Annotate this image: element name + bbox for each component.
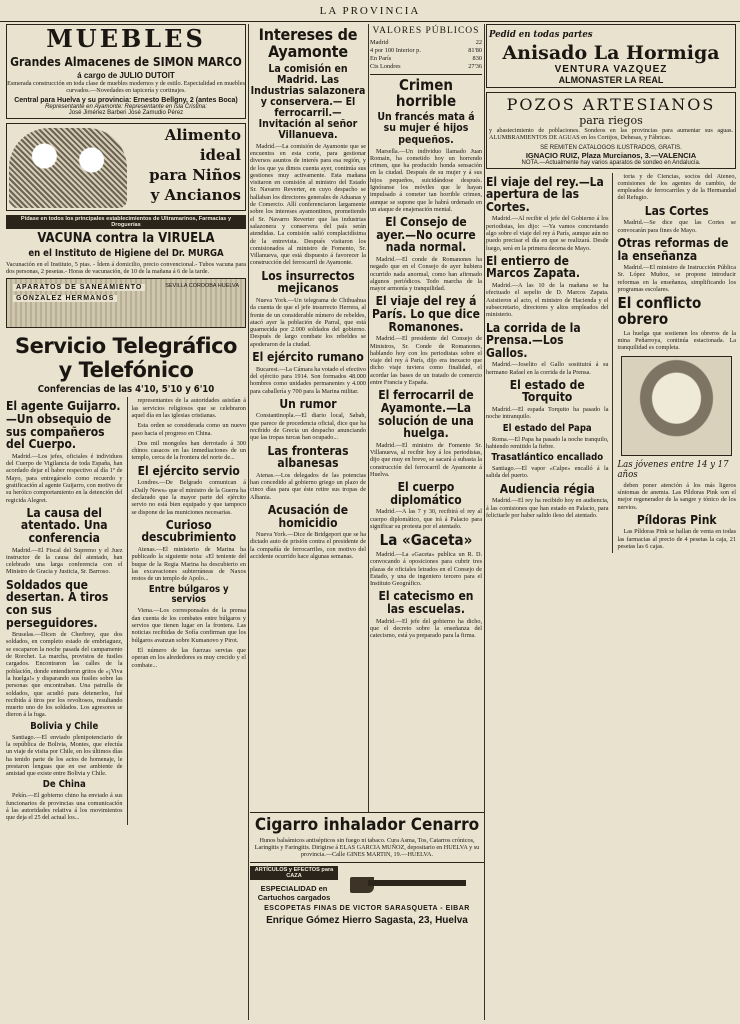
pozos-catalog: SE REMITEN CATALOGOS ILUSTRADOS, GRATIS.: [540, 144, 682, 151]
col4-left: [486, 173, 608, 554]
viaje-heading: El viaje del rey.—La apertura de las Cortes.: [486, 174, 604, 214]
rumano-heading: El ejército rumano: [252, 350, 364, 365]
saneamiento-cities: SEVILLA CORDOBA HUELVA: [165, 283, 239, 290]
anisado-main: Anisado La Hormiga: [502, 41, 720, 64]
conferencias-line: Conferencias de las 4'10, 5'10 y 6'10: [37, 384, 215, 396]
col4-subcolumns: [486, 173, 736, 554]
trasatlantico-body: Santiago.—El vapor «Calpe» encalló á la salida del puerto.: [486, 465, 609, 480]
cortes-body: Madrid.—Se dice que las Cortes se convocarán para fines de Mayo.: [617, 219, 736, 234]
valores-heading: VALORES PÚBLICOS: [372, 26, 480, 36]
guijarro-body: Madrid.—Los jefes, oficiales é individuos del Cuerpo de Vigilancia de toda España, han acordado dejar el haber respectivo al día 1º de Mayo, para entregárselo como recuerdo y gratificación al agente Guijarro, con motivo de su heróico comportamiento en la detención del regicida Alegret.: [6, 452, 123, 504]
right-col-text: toria y de Ciencias, socios del Ateneo, comisiones de los agentes de cambio, de empleados de ferrocarriles y de la Hermandad del Refugio.: [617, 172, 736, 202]
corrida-body: Madrid.—Joselito el Gallo sostituirá á su hermano Rafael en la corrida de la Prensa.: [486, 361, 609, 376]
rep-names: José Jiménez Barberi José Zamudio Pérez: [68, 110, 184, 117]
valores-value: 22: [475, 38, 482, 46]
entierro-body: Madrid.—A las 10 de la mañana se ha efectuado el sepelio de D. Marcos Zapata. Asistieron al acto, el ministro de Hacienda y el subsecretario, directores y altos empleados del ministerio.: [486, 282, 609, 319]
mejicanos-heading: Los insurrectos mejicanos: [261, 268, 355, 296]
homicidio-body: Nueva York.—Dice de Bridgeport que se ha dictado auto de prisión contra el presidente de la compañía de ferrocarriles, con motivo del accidente ocurrido hace algunas semanas.: [250, 531, 366, 561]
saneamiento-ad: [6, 278, 246, 328]
pozos-ad: [486, 92, 736, 169]
otras-heading: Otras reformas de la enseñanza: [617, 235, 729, 263]
bulgaros-heading: Entre búlgaros y servios: [148, 584, 229, 606]
consejo-heading: El Consejo de ayer.—No ocurre nada normal.: [376, 215, 476, 255]
enrique-line: Enrique Gómez Hierro Sagasta, 23, Huelva: [266, 914, 468, 926]
jovenes-heading: Las jóvenes entre 14 y 17 años: [617, 458, 729, 480]
crimen-subheading: Un francés mata á su mujer é hijos pequeños.: [377, 111, 475, 146]
rep-cont2: Esta orden se considerada como un nuevo paso hacia el progreso en China.: [131, 422, 246, 437]
pildoras-heading: Píldoras Pink: [636, 512, 717, 527]
alimento-word-3: para Niños: [149, 166, 241, 185]
diplomatico-body: Madrid.—A las 7 y 30, recibirá el rey al cuerpo diplomático, que irá á Palacio para significar su protesta por el atentado.: [370, 508, 482, 530]
alimento-ad: [6, 123, 246, 211]
albanesas-body: Atenas.—Los delegados de las potencias han concedido al gobierno griego un plazo de cinco días para que éste retire sus tropas de Albania.: [250, 471, 366, 501]
cigarro-heading: Cigarro inhalador Cenarro: [254, 815, 480, 835]
paris-heading: El viaje del rey á París. Lo que dice Romanones.: [372, 294, 480, 334]
ayamonte-body: Madrid.—La comisión de Ayamonte que se encuentra en esta corte, para gestionar diversos asuntos de interés para esa región, y de los que ya dimos cuenta ayer, continúa sus gestiones muy activamente. Esta mañana visitaron en comisión al ministro del Estado Sr. Navarro Reverter, en cuyo despacho se hallaban los directores generales de Aduanas y de Comercio. Allí conferenciaron largamente sobre los intereses ayamontinos, prometiendo el Sr. Navarro Reverter que las industrias salazonera y conservera del país serán atendidas. La comisión salió complacidísima de la entrevista. Después visitaron los comisionados al ministro de Fomento, Sr. Villanueva, que está dispuesto á favorecer la construcción del ferrocarril de Ayamonte.: [250, 142, 366, 267]
ayamonte-heading: Intereses de Ayamonte: [258, 25, 358, 61]
gaceta-heading: La «Gaceta»: [379, 531, 473, 550]
valores-label: Cts Londres: [370, 62, 401, 70]
column-rule: [484, 24, 485, 1020]
rumor-heading: Un rumor: [279, 396, 337, 411]
column-rule: [248, 24, 249, 1020]
dutoit-line: á cargo de JULIO DUTOIT: [77, 70, 175, 80]
catecismo-body: Madrid.—El jefe del gobierno ha dicho, que el decreto sobre la enseñanza del catecismo, está ya preparado para la firma.: [370, 617, 482, 640]
ferrocarril-body: Madrid.—El ministro de Fomento Sr. Villanueva, al recibir hoy á los periodistas, dijo que muy en breve, se sacará á subasta la construcción del ferrocarril de Ayamonte á Huelva.: [370, 441, 482, 478]
audiencia-body: Madrid.—El rey ha recibido hoy en audiencia, á las comisiones que han estado en Palacio, para felicitarle por haber salido ileso del atentado.: [486, 497, 609, 519]
column-4: [486, 24, 736, 1020]
sub-rule: [127, 397, 128, 824]
simon-marco-heading: Grandes Almacenes de SIMON MARCO: [10, 55, 242, 69]
rumano-body: Bucarest.—La Cámara ha votado el efectivo del ejército para 1914. Son formados 48.000 hombres como unidades permanentes y 4.000 para caballería y 700 para la Marina militar.: [250, 365, 366, 395]
rumor-body: Constantinopla.—El diario local, Sabah, que parece de procedencia oficial, dice que ha recibido de Grecia un despacho anunciando que las tropas turcas han ocupado...: [250, 412, 366, 442]
pozos-subheading: para riegos: [579, 113, 643, 127]
sub-rule: [612, 173, 613, 554]
ventura-line: VENTURA VAZQUEZ: [554, 63, 668, 75]
valores-label: 4 por 100 Interior p.: [370, 46, 421, 54]
rifle-barrel: [368, 880, 466, 886]
soldados-heading: Soldados que desertan. A tiros con sus perseguidores.: [6, 577, 109, 630]
armas-label: ARTÍCULOS y EFECTOS para CAZA: [250, 866, 338, 880]
bottom-ads: [250, 812, 484, 1020]
armas-ad: [250, 866, 484, 902]
armas-left: [250, 866, 338, 902]
cigarro-body: Hunos balsámicos antisépticos sin fuego ni tabaco. Cura Asma, Tos, Catarros crónicos, Laringitis y Faringitis. Dirigirse á ELAS GARCIA MUÑOZ, depositario en HUELVA y su provincia.—Calle GINES MARTIN, 19.—HUELVA.: [254, 836, 480, 859]
vacuna-subtitle: en el Instituto de Higiene del Dr. MURGA: [28, 247, 224, 259]
pozos-contact: IGNACIO RUIZ, Plaza Murcianos, 3.—VALENCIA: [525, 150, 697, 160]
valores-row: [370, 63, 482, 71]
atentado-heading: La causa del atentado. Una conferencia: [20, 505, 108, 545]
valores-value: 81'80: [468, 46, 482, 54]
valores-row: [370, 55, 482, 63]
crimen-body: Marsella.—Un individuo llamado Juan Romain, ha cometido hoy un horrendo crimen, que ha producido honda sensación en la ciudad. Después de su mujer y á sus hijos pequeños, suicidándose después. Ignóranse los móviles que le hayan impulsado á cometer tan horrible crimen, aunque se supone que le habrá ordenado en un ataque de enajenación mental.: [370, 147, 482, 213]
almonaster-line: ALMONASTER LA REAL: [558, 74, 664, 85]
especialidad-line: ESPECIALIDAD en Cartuchos cargados: [257, 883, 331, 902]
rep-cont3: Dos mil mongoles han derrotado á 300 chinos casacos en las inmediaciones de un templo, cerca de la frontera del norte de...: [131, 439, 246, 462]
jovenes-body: deben poner atención á los más ligeros síntomas de anemia. Las Píldoras Pink son el mejor regenerador de la sangre y tónico de los nervios.: [617, 481, 736, 511]
col1-right: [131, 397, 246, 824]
portrait-illustration: [621, 356, 732, 456]
papa-heading: El estado del Papa: [502, 422, 592, 434]
valores-table: [370, 39, 482, 71]
diplomatico-heading: El cuerpo diplomático: [390, 480, 462, 507]
papa-body: Roma.—El Papa ha pasado la noche tranquilo, habiendo remitido la fiebre.: [486, 435, 609, 450]
trasatlantico-heading: Trasatlántico encallado: [491, 452, 604, 464]
rep-cont: representantes de la autoridades asistían á las servicios religiosos que se celebraron aquel día en las iglesias cristianas.: [131, 397, 246, 419]
cortes-heading: Las Cortes: [644, 203, 709, 218]
mejicanos-body: Nueva York.—Un telegrama de Chihuahua da cuenta de que el jefe insurrecto Herrera, al frente de un considerable número de rebeldes, atacó ayer la población de Parral, que está guarnecida por 2.000 soldados del gobierno. Después de largo combate los rebeldes se apoderaron de la ciudad.: [250, 296, 366, 348]
rep-isla: Representante en Isla Cristina:: [124, 104, 207, 111]
anisado-ad: [486, 24, 736, 88]
curioso-heading: Curioso descubrimiento: [141, 517, 237, 545]
valores-row: [370, 39, 482, 47]
ejercito-body: Londres.—De Belgrado comunican á «Daily News» que el ministro de la Guerra ha declarado que la mayor parte del ejército servio no está bien equipado y que tampoco se dispone de las municiones necesarias.: [131, 479, 246, 516]
servicio-telegrafico-title: Servicio Telegráfico y Telefónico: [15, 334, 237, 383]
corrida-heading: La corrida de la Prensa.—Los Gallos.: [486, 320, 581, 360]
crimen-heading: Crimen horrible: [395, 75, 457, 110]
vacuna-title: VACUNA contra la VIRUELA: [37, 231, 215, 247]
col4-right: [617, 173, 736, 554]
escopetas-line: ESCOPETAS FINAS DE VICTOR SARASQUETA - EIBAR: [264, 904, 470, 912]
entierro-heading: El entierro de Marcos Zapata.: [486, 253, 581, 281]
saneamiento-company: GONZALEZ HERMANOS: [13, 295, 117, 302]
otras-body: Madrid.—El ministro de Instrucción Pública Sr. López Muñoz, se propone introducir reformas en la enseñanza, simplificando los programas escolares.: [617, 264, 736, 294]
paris-body: Madrid.—El presidente del Consejo de Ministros, Sr. Conde de Romanones, hablando hoy con los periodistas sobre el viaje del rey á París, dijo era inexacto que dicho viaje tuviera como finalidad, el acordar las bases de un tratado de comercio entre Francia y España.: [370, 335, 482, 387]
column-1: [6, 24, 246, 1020]
alimento-footer: Pídase en todos los principales establecimientos de Ultramarinos, Farmacias y Droguerías: [6, 215, 246, 229]
ayamonte-subheading: La comisión en Madrid. Las Industrias salazonera y conservera.— El ferrocarril.— Invitación al señor Villanueva.: [250, 62, 366, 141]
col1-subcolumns: [6, 397, 246, 824]
china-heading: De China: [42, 779, 86, 791]
muebles-ad: [6, 24, 246, 119]
children-illustration: [9, 128, 127, 208]
alimento-word-1: Alimento: [164, 126, 241, 145]
pildoras-body: Las Píldoras Pink se hallan de venta en todas las farmacias al precio de 4 pesetas la caja, 21 pesetas las 6 cajas.: [617, 528, 736, 551]
construccion-text: Esmerada construcción en toda clase de muebles modernos y de estilo. Especialidad en muebles curvados.—Novedades en tapicería y cortinajes.: [7, 79, 245, 94]
muebles-banner: MUEBLES: [46, 24, 206, 53]
saneamiento-label: APARATOS DE SANEAMIENTO: [13, 284, 145, 291]
rep-ayamonte: Representante en Ayamonte:: [45, 104, 123, 111]
col1-left: [6, 397, 123, 824]
soldados-body: Bruselas.—Dicen de Cherbrey, que dos soldados, en completo estado de embriaguez, se escaparon la noche pasada del campamento de Rorchet. La marcha, provistos de fusiles cargados. Encontraron las calles de la población, donde entendieron gritos de «¡Viva la huelga!» y disparando sus fusiles sobre las personas que encontraban. Una patrulla de soldados, que acudió para detenerlos, fué recibida á tiros por los revoltosos, resultando muerto uno de los soldados. Los agresores se dieron á la fuga.: [6, 631, 123, 719]
valores-value: 830: [472, 54, 482, 62]
torquito-heading: El estado de Torquito: [509, 377, 585, 405]
curioso-body: Atenas.—El ministerio de Marina ha publicado la siguiente nota: «El teniente del buque de la Regia Marina ha descubierto en las excavaciones subterráneas de Naxos restos de un templo de Apolo...: [131, 546, 246, 583]
divider: [370, 74, 482, 75]
guijarro-heading: El agente Guijarro.—Un obsequio de sus compañeros del Cuerpo.: [6, 399, 121, 452]
masthead: LA PROVINCIA: [0, 0, 740, 22]
homicidio-heading: Acusación de homicidio: [267, 502, 349, 530]
valores-row: [370, 47, 482, 55]
consejo-body: Madrid.—El conde de Romanones ha negado que en el Consejo de ayer hubiera ocurrido nada anormal, como han afirmado algunos periódicos. Todo marcha de la mayor armonía y tranquilidad.: [370, 255, 482, 293]
conflicto-body: La huelga que sostienen los obreros de la mina Peñarroya, continúa estacionada. La tranquilidad es completa.: [617, 329, 736, 352]
pozos-heading: POZOS ARTESIANOS: [506, 94, 716, 114]
china-body: Pekín.—El gobierno chino ha enviado á sus funcionarios de provincias una comunicación á las autoridades relativa á los movimientos que deja el 25 del actual los...: [6, 792, 123, 822]
vacuna-body: Vacunación en el Instituto, 5 ptas. - Ídem á domicilio, precio convencional.- Tubos vacuna para dos personas, 2 pesetas.- Horas de vacunación, de 10 de la mañana á 6 de la tarde.: [6, 260, 246, 276]
bolivia-heading: Bolivia y Chile: [30, 720, 99, 732]
bulgaros-body: Viena.—Los corresponsales de la prensa dan cuenta de los combates entre búlgaros y servios que tienen lugar en la frontera. Las noticias recibidas de Sofía confirman que los búlgaros avanzan sobre Kumanovo y Pirot.: [131, 607, 246, 644]
alimento-word-2: ideal: [199, 146, 241, 165]
pozos-nota: NOTA.—Actualmente hay varios aparatos de sondeo en Andalucía.: [521, 159, 701, 166]
valores-value: 27'36: [468, 62, 482, 70]
gaceta-body: Madrid.—La «Gaceta» publica un R. D. convocando á oposiciones para cubrir tres plazas de oficiales letrados en el Consejo de Estado, y una de ingeniero tercero para el Instituto Geográfico.: [370, 551, 482, 588]
albanesas-heading: Las fronteras albanesas: [267, 443, 349, 471]
central-line: Central para Huelva y su provincia: Ernesto Bellgny, 2 (antes Boca): [14, 97, 238, 105]
torquito-body: Madrid.—El espada Torquito ha pasado la noche intranquilo.: [486, 406, 609, 421]
valores-label: En París: [370, 54, 392, 62]
pozos-body: y abastecimiento de poblaciones. Sondeos en las provincias para aumentar sus aguas. ALUMBRAMIENTOS DE AGUAS en los Cortijos, Dehesas, y Fábricas.: [489, 126, 733, 142]
rifle-icon: [350, 869, 476, 899]
conflicto-heading: El conflicto obrero: [617, 294, 702, 329]
bulgaros-tail: El número de las fuerzas servias que operan en los alrededores es muy crecido y el combate...: [131, 646, 246, 669]
ferrocarril-heading: El ferrocarril de Ayamonte.—La solución de una huelga.: [378, 388, 474, 441]
alimento-word-4: y Ancianos: [150, 186, 241, 205]
divider: [250, 862, 484, 863]
viaje-body: Madrid.—Al recibir el jefe del Gobierno á los periodistas, les dijo: —Ya vamos concretando algo sobre el viaje del rey á París, aunque aún no puedo precisar el día en que se realizará. Desde luego, será en la primera decena de Mayo.: [486, 215, 609, 252]
anisado-top: Pedid en todas partes: [489, 29, 593, 40]
ejercito-heading: El ejército servio: [137, 463, 240, 478]
catecismo-heading: El catecismo en las escuelas.: [378, 589, 474, 617]
bolivia-body: Santiago.—El enviado plenipotenciario de la república de Bolivia, Montes, que efectúa un viaje de visita por Chile, en los últimos días ha tenido parte de los actos de homenaje, le prestaron lenguas que en ese ambiente de amistad que existe entre Bolivia y Chile.: [6, 733, 123, 778]
atentado-body: Madrid.—El Fiscal del Supremo y el Juez instructor de la causa del atentado, han celebrado una larga conferencia con el Ministro de Gracia y Justicia, Sr. Barroso.: [6, 546, 123, 576]
valores-label: Madrid: [370, 38, 389, 46]
audiencia-heading: Audiencia régia: [499, 481, 595, 496]
